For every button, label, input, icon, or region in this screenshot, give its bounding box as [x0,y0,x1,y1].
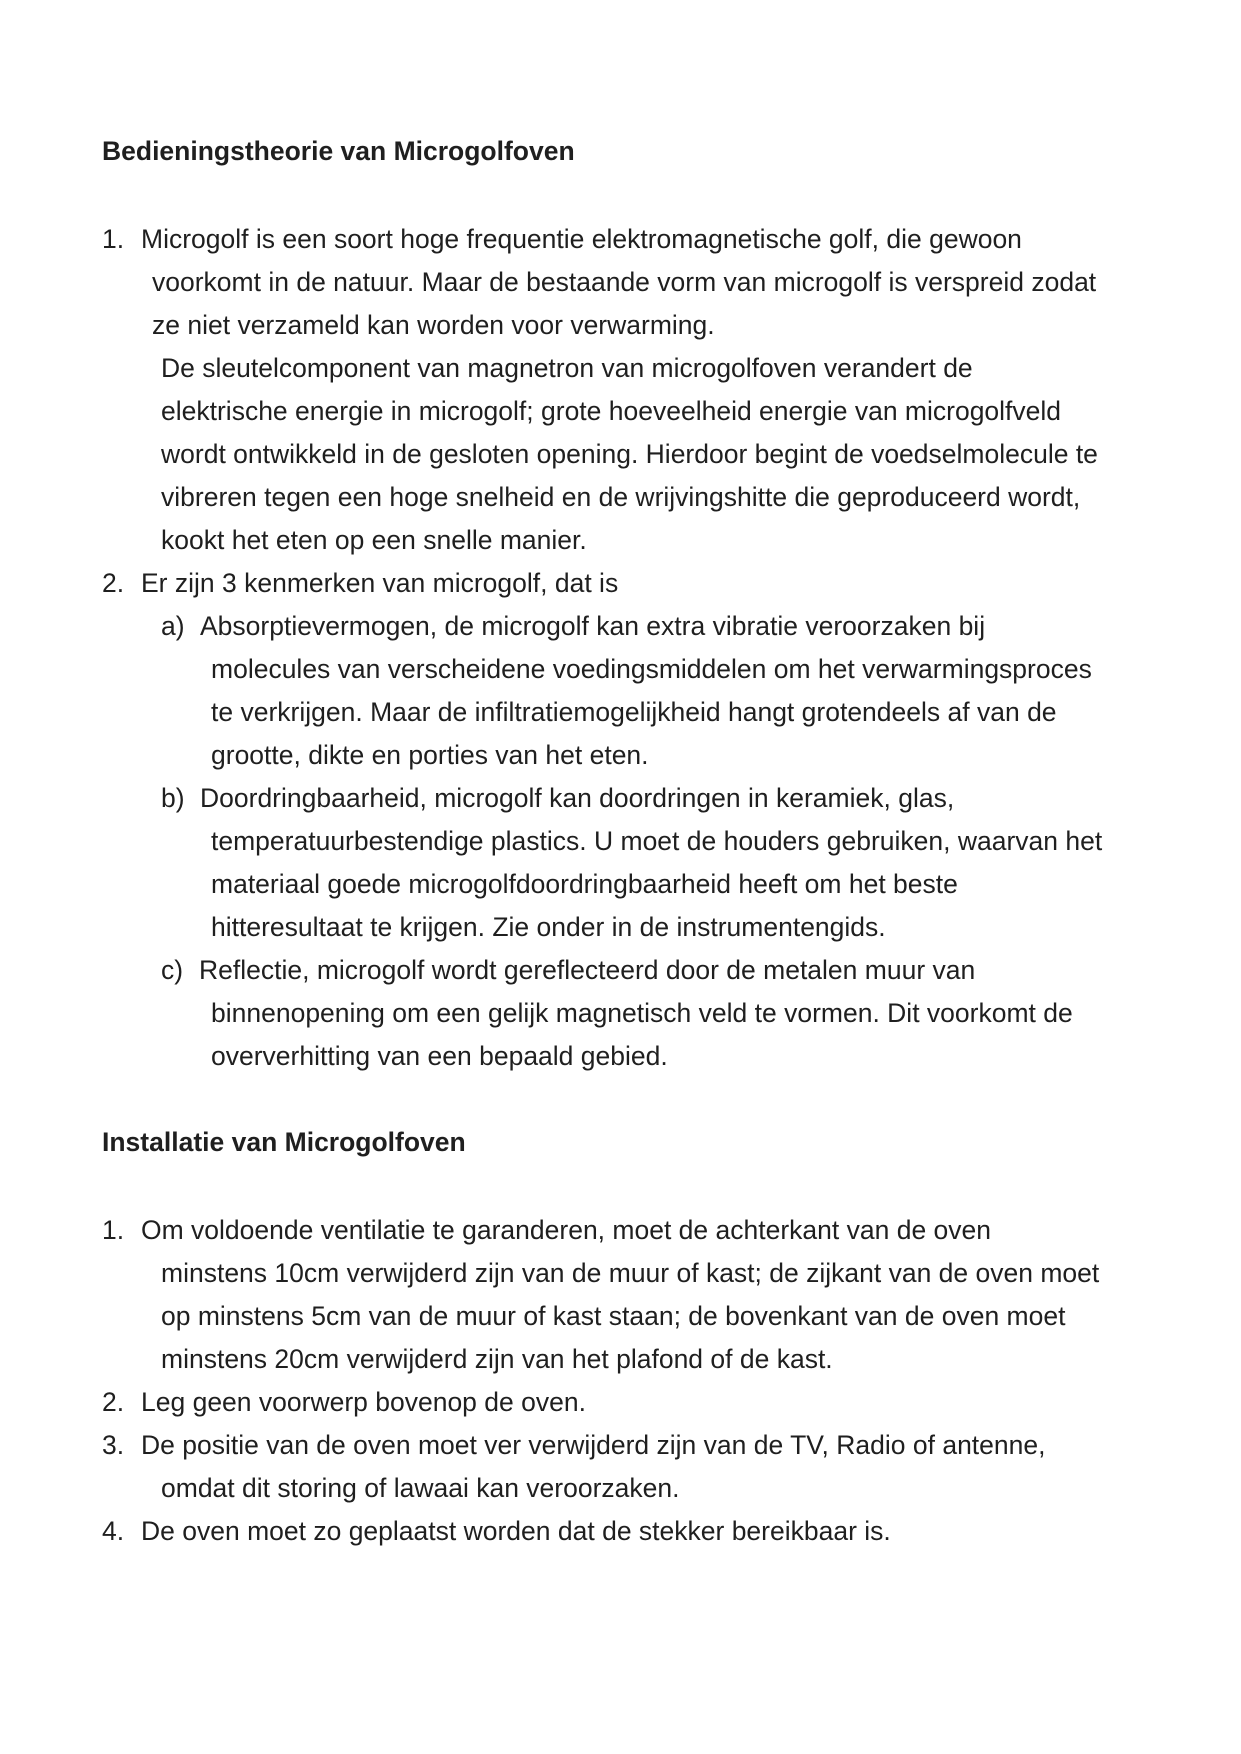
section-heading-installation: Installatie van Microgolfoven [102,1127,466,1157]
list-number: 1. [102,224,125,254]
paragraph-line: Microgolf is een soort hoge frequentie elektromagnetische golf, die gewoon [141,224,1022,254]
paragraph-line: elektrische energie in microgolf; grote hoeveelheid energie van microgolfveld [161,396,1062,426]
list-number: 1. [102,1215,125,1245]
sub-item-letter: c) [161,955,184,985]
paragraph-line: op minstens 5cm van de muur of kast staan; de bovenkant van de oven moet [161,1301,1066,1331]
list-number: 2. [102,568,125,598]
section-heading-operating-theory: Bedieningstheorie van Microgolfoven [102,136,575,166]
paragraph-line: vibreren tegen een hoge snelheid en de wrijvingshitte die geproduceerd wordt, [161,482,1081,512]
paragraph-line: minstens 10cm verwijderd zijn van de muur of kast; de zijkant van de oven moet [161,1258,1100,1288]
sub-item-letter: a) [161,611,185,641]
paragraph-line: Absorptievermogen, de microgolf kan extra vibratie veroorzaken bij [200,611,986,641]
paragraph-line: grootte, dikte en porties van het eten. [211,740,649,770]
paragraph-line: wordt ontwikkeld in de gesloten opening. Hierdoor begint de voedselmolecule te [161,439,1098,469]
paragraph-line: voorkomt in de natuur. Maar de bestaande vorm van microgolf is verspreid zodat [152,267,1097,297]
list-number: 4. [102,1516,125,1546]
paragraph-line: Om voldoende ventilatie te garanderen, moet de achterkant van de oven [141,1215,992,1245]
paragraph-line: De positie van de oven moet ver verwijderd zijn van de TV, Radio of antenne, [141,1430,1046,1460]
paragraph-line: De oven moet zo geplaatst worden dat de stekker bereikbaar is. [141,1516,891,1546]
paragraph-line: De sleutelcomponent van magnetron van microgolfoven verandert de [161,353,973,383]
paragraph-line: hitteresultaat te krijgen. Zie onder in de instrumentengids. [211,912,886,942]
paragraph-line: binnenopening om een gelijk magnetisch veld te vormen. Dit voorkomt de [211,998,1073,1028]
paragraph-line: te verkrijgen. Maar de infiltratiemogelijkheid hangt grotendeels af van de [211,697,1057,727]
paragraph-line: oververhitting van een bepaald gebied. [211,1041,668,1071]
paragraph-line: materiaal goede microgolfdoordringbaarheid heeft om het beste [211,869,958,899]
sub-item-letter: b) [161,783,185,813]
paragraph-line: Leg geen voorwerp bovenop de oven. [141,1387,586,1417]
paragraph-line: Doordringbaarheid, microgolf kan doordringen in keramiek, glas, [200,783,955,813]
list-number: 3. [102,1430,125,1460]
paragraph-line: temperatuurbestendige plastics. U moet de houders gebruiken, waarvan het [211,826,1103,856]
paragraph-line: Er zijn 3 kenmerken van microgolf, dat is [141,568,619,598]
paragraph-line: minstens 20cm verwijderd zijn van het plafond of de kast. [161,1344,833,1374]
list-number: 2. [102,1387,125,1417]
paragraph-line: Reflectie, microgolf wordt gereflecteerd door de metalen muur van [199,955,976,985]
paragraph-line: molecules van verscheidene voedingsmiddelen om het verwarmingsproces [211,654,1092,684]
paragraph-line: omdat dit storing of lawaai kan veroorzaken. [161,1473,680,1503]
paragraph-line: ze niet verzameld kan worden voor verwarming. [152,310,715,340]
paragraph-line: kookt het eten op een snelle manier. [161,525,587,555]
